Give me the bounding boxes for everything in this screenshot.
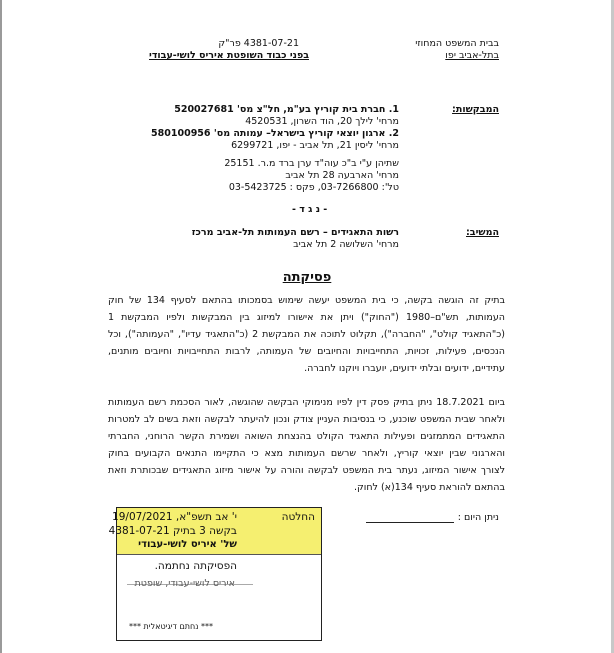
paragraph-line: ולאחר שבית המשפט שוכנע, כי בנסיבות העניין צודק ונכון להיעתר לבקשה וזאת בשים לב למטרות bbox=[108, 414, 505, 425]
paragraph-line: בתיק זה הוגשה בקשה, כי בית המשפט יעשה שימוש בסמכותו בהתאם לסעיף 134 של חוק bbox=[108, 295, 505, 306]
attorney-address: מרחי' הארבעה 28 תל אביב bbox=[285, 170, 399, 181]
stamp-header bbox=[108, 508, 321, 555]
attorney-contact: טל': 03-7266800, פקס : 03-5423725 bbox=[228, 182, 399, 193]
paragraph-line: לצורך אישור המיזוג, נעתר בית המשפט לבקשה והורה על אישור מיזוג התאגידים שבכותרת וזאת bbox=[108, 465, 505, 476]
stamp-judge: של' איריס לושי-עבודי bbox=[138, 539, 237, 550]
versus-separator: - נ ג ד - bbox=[292, 204, 328, 215]
applicant-1-address: מרחי' לילך 20, הוד השרון, 4520531 bbox=[245, 116, 399, 127]
paragraph-line: והארגוני שבין יוצאי קוריץ, ולאחר שרשם העמותות מצא כי התקיימו התנאים הקבועים בחוק bbox=[108, 448, 505, 459]
signature-name: איריס לושי-עבודי, שופטת bbox=[134, 578, 235, 589]
court-name: בבית המשפט המחוזי bbox=[415, 38, 499, 49]
attorney-line: שתיהן ע"י ב"כ עוה"ד ערן ברד מ.ר. 25151 bbox=[224, 158, 399, 169]
respondent-label: המשיב: bbox=[466, 227, 499, 238]
paragraph-line: (כ"התאגיד קולט", "החברה"), תקלוט לתוכה את המבקשת 2 (כ"התאגיד עדיו", "העמותה"), וכל bbox=[108, 329, 505, 340]
paragraph-line: העמותות, תש"ם–1980 ("החוק") ויתן את אישורו למיזוג בין המבקשות ולפיו המבקשת 1 bbox=[108, 312, 505, 323]
ruling-title: פסיקתה bbox=[282, 270, 332, 285]
case-number: 4381-07-21 פר"ק bbox=[218, 38, 299, 49]
digitally-signed-note: *** נחתם דיגיטאלית *** bbox=[129, 622, 214, 631]
stamp-signed-text: הפסיקתה נחתמה. bbox=[154, 560, 237, 572]
respondent-name: רשות התאגידים – רשם העמותות תל-אביב מרכז bbox=[191, 227, 399, 238]
paragraph-line: ביום 18.7.2021 ניתן בתיק פסק דין לפיו מנימוקי הבקשה שהוגשה, לאור הסכמת רשם העמותות bbox=[108, 397, 505, 408]
paragraph-line: בהתאם להוראת סעיף 134(א) לחוק. bbox=[353, 482, 505, 493]
paragraph-line: עתידיים, ידועים ובלתי ידועים, יועברו ויוקנו לחברה. bbox=[304, 363, 505, 374]
given-today-label: ניתן היום : bbox=[457, 512, 499, 523]
paragraph-line: הנכסים, פעילות, זכויות, התחייבויות והחיובים של העמותה, לרבות התחייבויות וחיובים מותנים, bbox=[108, 346, 505, 357]
judge-header: בפני כבוד השופטת איריס לושי-עבודי bbox=[149, 50, 309, 61]
stamp-decision-label: החלטה bbox=[281, 511, 315, 523]
applicant-1-name: 1. חברת בית קוריץ בע"מ, חל"צ מס' 520027681 bbox=[174, 104, 399, 115]
applicants-label: המבקשות: bbox=[452, 104, 499, 115]
stamp-date: י' אב תשפ"א, 19/07/2021 bbox=[112, 511, 237, 523]
stamp-case: בקשה 3 בתיק 4381-07-21 bbox=[108, 525, 237, 537]
page-left-border bbox=[0, 0, 2, 653]
digital-signature-stamp bbox=[108, 507, 322, 641]
respondent-address: מרחי' השלושה 2 תל אביב bbox=[293, 239, 399, 250]
applicant-2-name: 2. ארגון יוצאי קוריץ בישראל– עמותה מס' 580100956 bbox=[151, 128, 399, 139]
court-location: בתל-אביב יפו bbox=[445, 50, 499, 61]
paragraph-request bbox=[108, 292, 505, 377]
given-date-blank-line bbox=[366, 522, 454, 523]
paragraph-judgment bbox=[108, 394, 505, 496]
applicant-2-address: מרחי' ליסין 21, תל אביב - יפו, 6299721 bbox=[231, 140, 399, 151]
paragraph-line: התאגידים המתמזגים ופעילות התאגיד הקולט בהנצחת השואה ושמירת הקשר הרוחני, החברתי bbox=[108, 431, 505, 442]
